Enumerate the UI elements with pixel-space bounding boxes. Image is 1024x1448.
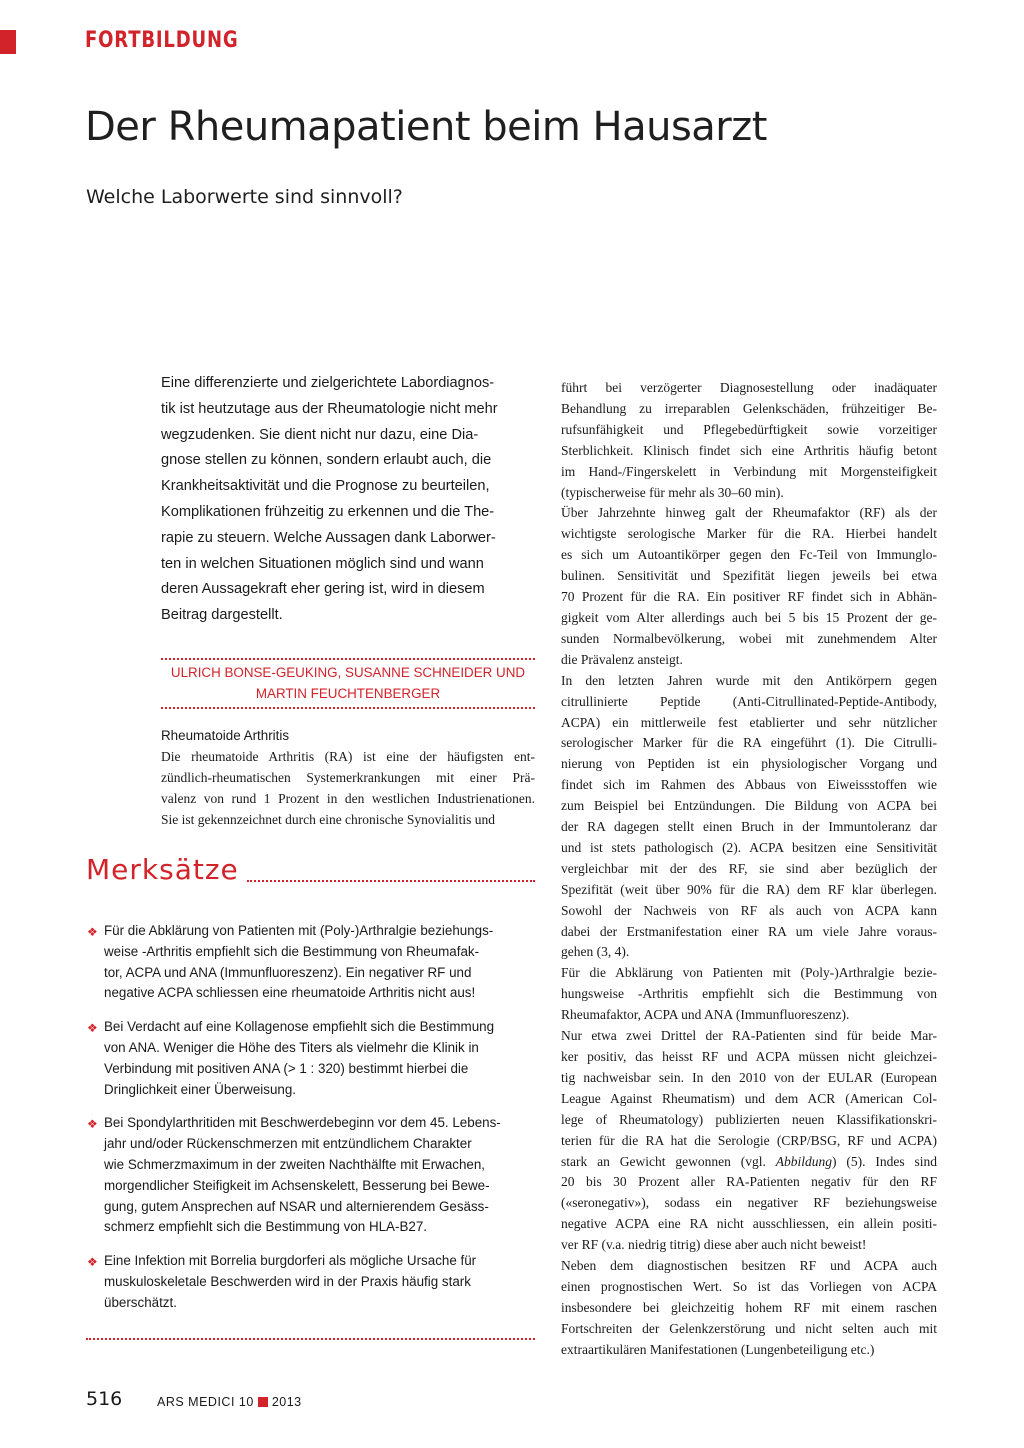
body-line: Fortschreiten der Gelenkzerstörung und nicht selten auch mit	[561, 1320, 937, 1336]
lead-line: tik ist heutzutage aus der Rheumatologie nicht mehr	[161, 400, 498, 417]
body-line: dabei der Erstmanifestation einer RA um viele Jahre voraus-	[561, 923, 937, 939]
merksaetze-heading: Merksätze	[86, 853, 239, 886]
merksatz-line: schmerz empfiehlt sich die Bestimmung von HLA-B27.	[104, 1219, 427, 1235]
page-number: 516	[86, 1388, 123, 1410]
article-subtitle: Welche Laborwerte sind sinnvoll?	[86, 186, 403, 208]
lead-line: Beitrag dargestellt.	[161, 607, 283, 624]
body-line: valenz von rund 1 Prozent in den westlichen Industrienationen.	[161, 790, 535, 806]
body-line: hungsweise -Arthritis empfiehlt sich die Bestimmung von	[561, 986, 937, 1002]
merksatz-line: muskuloskeletale Beschwerden wird in der Praxis häufig stark	[104, 1273, 471, 1289]
merksatz-line: Bei Verdacht auf eine Kollagenose empfiehlt sich die Bestimmung	[104, 1019, 495, 1035]
body-line: sunden Normalbevölkerung, wobei mit zunehmendem Alter	[561, 630, 937, 646]
body-line: lege of Rheumatology) publizierten neuen Klassifikationskri-	[561, 1111, 937, 1127]
merksatz-line: Verbindung mit positiven ANA (> 1 : 320) bestimmt hierbei die	[104, 1060, 469, 1076]
lead-line: ten in welchen Situationen möglich sind und wann	[161, 555, 484, 572]
body-line: führt bei verzögerter Diagnosestellung oder inadäquater	[561, 380, 937, 395]
body-line: zündlich-rheumatischen Systemerkrankungen mit einer Prä-	[161, 769, 535, 785]
merksatz-line: Für die Abklärung von Patienten mit (Poly-)Arthralgie beziehungs-	[104, 923, 494, 938]
authors-line: MARTIN FEUCHTENBERGER	[255, 686, 441, 701]
body-line: einen prognostischen Wert. So ist das Vorliegen von ACPA	[561, 1278, 937, 1294]
body-line: stark an Gewicht gewonnen (vgl. Abbildung) (5). Indes sind	[561, 1153, 938, 1169]
lead-line: deren Aussagekraft eher gering ist, wird in diesem	[161, 581, 485, 598]
body-line: und ist stets pathologisch (2). ACPA besitzen eine Sensitivität	[561, 839, 937, 855]
body-line: terien für die RA hat die Serologie (CRP/BSG, RF und ACPA)	[561, 1132, 937, 1148]
body-line: League Against Rheumatism) und dem ACR (American Col-	[561, 1090, 937, 1106]
body-line: citrullinierte Peptide (Anti-Citrullinated-Peptide-Antibody,	[561, 693, 937, 709]
merksaetze-list	[86, 921, 535, 1327]
body-line: bulinen. Sensitivität und Spezifität liegen jeweils bei etwa	[561, 568, 937, 584]
merksatz-line: weise -Arthritis empfiehlt sich die Bestimmung von Rheumafak-	[104, 943, 480, 959]
section-heading-ra: Rheumatoide Arthritis	[161, 728, 290, 743]
body-line: 70 Prozent für die RA. Ein positiver RF findet sich in Abhän-	[561, 589, 937, 605]
lead-line: rapie zu steuern. Welche Aussagen dank Laborwer-	[161, 529, 496, 546]
body-line: Für die Abklärung von Patienten mit (Poly-)Arthralgie bezie-	[561, 965, 937, 981]
merksatz-item	[86, 1113, 535, 1238]
merksatz-line: Dringlichkeit einer Überweisung.	[104, 1081, 297, 1097]
authors-top-divider	[161, 658, 535, 660]
body-line: der RA dagegen stellt einen Bruch in der Immuntoleranz dar	[561, 819, 937, 835]
authors-block	[161, 662, 535, 704]
body-line: zum Beispiel bei Entzündungen. Die Bildung von ACPA bei	[561, 798, 937, 814]
diamond-bullet-icon: ❖	[87, 925, 98, 939]
body-line: gehen (3, 4).	[561, 944, 630, 960]
merksatz-line: Bei Spondylarthritiden mit Beschwerdebeginn vor dem 45. Lebens-	[104, 1115, 501, 1131]
merksatz-line: wie Schmerzmaximum in der zweiten Nachthälfte mit Erwachen,	[104, 1156, 486, 1172]
body-line: nierung von Peptiden ist ein physiologischer Vorgang und	[561, 756, 937, 772]
body-line: Sowohl der Nachweis von RF als auch von ACPA kann	[561, 902, 937, 918]
body-line: gigkeit vom Alter allerdings auch bei 5 bis 15 Prozent der ge-	[561, 609, 937, 625]
journal-year: 2013	[271, 1395, 302, 1409]
diamond-bullet-icon: ❖	[87, 1021, 98, 1036]
body-line: (typischerweise für mehr als 30–60 min).	[561, 484, 784, 500]
lead-line: Krankheitsaktivität und die Prognose zu beurteilen,	[161, 478, 490, 495]
section-label: FORTBILDUNG	[85, 28, 239, 53]
body-line: wichtigste serologische Marker für die RA. Hierbei handelt	[561, 526, 937, 542]
body-line: In den letzten Jahren wurde mit den Antikörpern gegen	[561, 672, 937, 688]
diamond-bullet-icon: ❖	[87, 1255, 98, 1270]
body-line: Behandlung zu irreparablen Gelenkschäden, frühzeitiger Be-	[561, 400, 937, 416]
body-line: vergleichbar mit der des RF, sie sind aber bezüglich der	[561, 860, 937, 876]
body-line: extraartikulären Manifestationen (Lungenbeteiligung etc.)	[561, 1341, 875, 1357]
body-line: Sterblichkeit. Klinisch findet sich eine Arthritis häufig betont	[561, 442, 937, 458]
body-line: Rheumafaktor, ACPA und ANA (Immunfluoreszenz).	[561, 1007, 850, 1023]
body-line: Die rheumatoide Arthritis (RA) ist eine der häufigsten ent-	[161, 749, 535, 764]
ra-body-text	[161, 747, 535, 831]
merksatz-line: tor, ACPA und ANA (Immunfluoreszenz). Ein negativer RF und	[104, 964, 472, 980]
body-line: findet sich im Rahmen des Abbaus von Eiweissstoffen wie	[561, 777, 937, 793]
lead-line: Eine differenzierte und zielgerichtete Labordiagnos-	[161, 375, 495, 391]
body-line: ker positiv, das heisst RF und ACPA müssen nicht gleichzei-	[561, 1049, 937, 1064]
merksatz-line: Eine Infektion mit Borrelia burgdorferi als mögliche Ursache für	[104, 1253, 477, 1269]
lead-line: Komplikationen frühzeitig zu erkennen und die The-	[161, 503, 495, 520]
merksatz-item	[86, 1251, 535, 1313]
merksatz-item	[86, 1017, 535, 1100]
body-line: tig nachweisbar sein. In den 2010 von der EULAR (European	[561, 1069, 937, 1085]
journal-name: ARS MEDICI 10	[157, 1395, 254, 1409]
body-line: im Hand-/Fingerskelett in Verbindung mit Morgensteifigkeit	[561, 463, 937, 479]
body-line: insbesondere bei gleichzeitig hohem RF mit einem raschen	[561, 1299, 937, 1315]
merksatz-item	[86, 921, 535, 1004]
footer-journal	[157, 1395, 302, 1409]
body-line: Sie ist gekennzeichnet durch eine chronische Synovialitis und	[161, 811, 496, 827]
body-line: Neben dem diagnostischen besitzen RF und ACPA auch	[561, 1258, 937, 1274]
authors-bottom-divider	[161, 707, 535, 709]
body-line: Spezifität (weit über 90% für die RA) dem RF klar überlegen.	[561, 881, 937, 897]
merksaetze-bottom-divider	[86, 1338, 535, 1340]
body-line: die Prävalenz ansteigt.	[561, 651, 683, 667]
lead-line: wegzudenken. Sie dient nicht nur dazu, eine Dia-	[161, 426, 479, 443]
body-line: Nur etwa zwei Drittel der RA-Patienten sind für beide Mar-	[561, 1028, 937, 1044]
lead-paragraph	[161, 371, 535, 629]
body-line: serologischer Marker für die RA eingeführt (1). Die Citrulli-	[561, 735, 937, 751]
body-line: ver RF (v.a. niedrig titrig) diese aber auch nicht beweist!	[561, 1237, 867, 1253]
merksatz-line: überschätzt.	[104, 1294, 177, 1310]
merksatz-line: von ANA. Weniger die Höhe des Titers als vielmehr die Klinik in	[104, 1039, 479, 1055]
article-title: Der Rheumapatient beim Hausarzt	[85, 104, 767, 150]
merksaetze-heading-dots	[247, 880, 535, 882]
authors-line: ULRICH BONSE-GEUKING, SUSANNE SCHNEIDER UND	[170, 665, 526, 680]
body-line: («seronegativ»), sodass ein negativer RF beziehungsweise	[561, 1195, 937, 1211]
merksatz-line: morgendlicher Steifigkeit im Achsenskelett, Besserung bei Bewe-	[104, 1177, 490, 1193]
body-line: 20 bis 30 Prozent aller RA-Patienten negativ für den RF	[561, 1174, 937, 1190]
body-line: ACPA) ein mittlerweile fest etablierter und sehr nützlicher	[561, 714, 937, 730]
body-column-right	[561, 378, 937, 1361]
merksatz-line: gung, gutem Ansprechen auf NSAR und alternierendem Gesäss-	[104, 1198, 489, 1214]
body-line: es sich um Autoantikörper gegen den Fc-Teil von Immunglo-	[561, 547, 937, 563]
merksatz-line: jahr und/oder Rückenschmerzen mit entzündlichem Charakter	[104, 1136, 472, 1152]
body-line: rufsunfähigkeit und Pflegebedürftigkeit sowie vorzeitiger	[561, 421, 937, 437]
diamond-bullet-icon: ❖	[87, 1117, 98, 1132]
lead-line: gnose stellen zu können, sondern erlaubt auch, die	[161, 452, 492, 469]
merksatz-line: negative ACPA schliessen eine rheumatoide Arthritis nicht aus!	[104, 985, 476, 1001]
body-line: Über Jahrzehnte hinweg galt der Rheumafaktor (RF) als der	[561, 505, 937, 521]
footer-square-mark	[258, 1397, 268, 1407]
body-line: negative ACPA eine RA nicht ausschliessen, ein allein positi-	[561, 1216, 937, 1232]
corner-accent-mark	[0, 30, 16, 54]
